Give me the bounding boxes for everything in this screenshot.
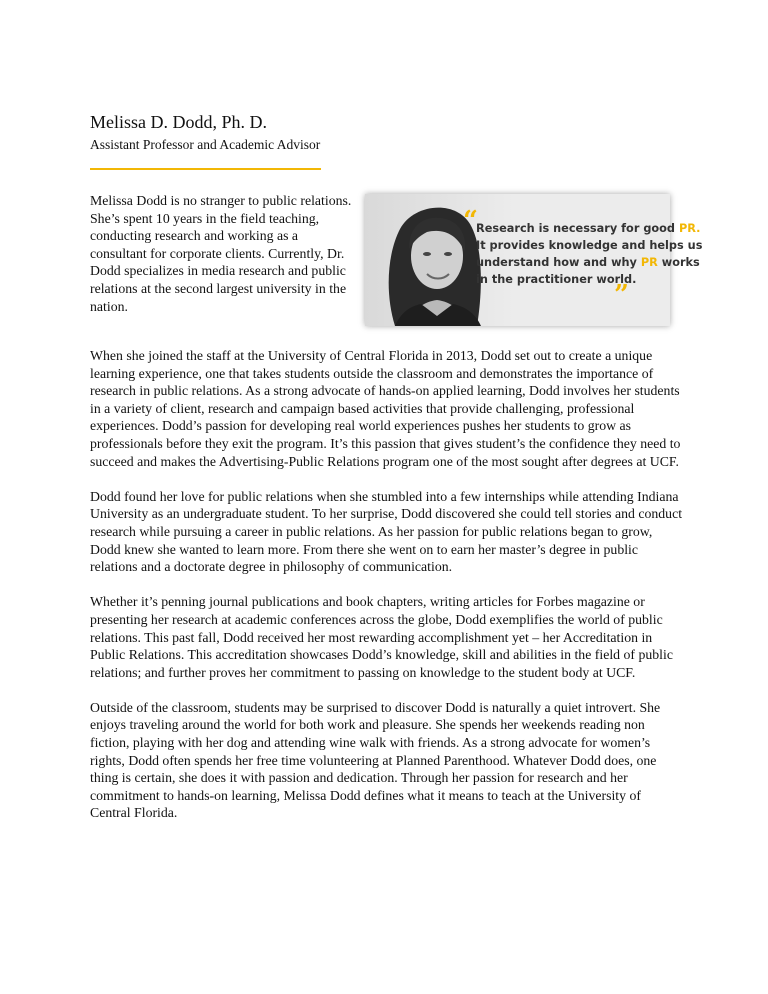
body-text — [90, 347, 684, 840]
intro-paragraph — [90, 192, 352, 315]
page-title: Melissa D. Dodd, Ph. D. — [90, 112, 268, 132]
intro-text: Melissa Dodd is no stranger to public relations. She’s spent 10 years in the field teaching, conducting research and working as a consultant for corporate clients. Currently, Dr. Dodd specializes in media research and public relations at the second largest university in the nation. — [90, 193, 352, 314]
quote-line-3-text: understand how and why — [476, 256, 641, 269]
body-paragraph-3: Whether it’s penning journal publications and book chapters, writing articles for Forbes magazine or presenting her research at academic conferences across the globe, Dodd exemplifies the world of public relations. This past fall, Dodd received her most rewarding accomplishment yet – her Accreditation in Public Relations. This accreditation showcases Dodd’s knowledge, skill and abilities in the field of public relations; and further proves her commitment to passing on knowledge to the student body at UCF. — [90, 594, 673, 680]
quote-pr-highlight-2: PR — [640, 256, 658, 269]
quote-line-2: It provides knowledge and helps us — [476, 239, 703, 252]
open-quote-icon: “ — [463, 206, 478, 236]
page-subtitle: Assistant Professor and Academic Advisor — [90, 137, 321, 152]
quote-pr-highlight: PR. — [678, 222, 701, 235]
quote-line-4: in the practitioner world. — [476, 273, 637, 286]
quote-line-3-end: works — [657, 256, 700, 269]
body-paragraph-4: Outside of the classroom, students may be surprised to discover Dodd is naturally a quiet introvert. She enjoys traveling around the world for both work and pleasure. She spends her weekends reading non fiction, playing with her dog and attending wine walk with friends. As a strong advocate for women’s rights, Dodd often spends her free time volunteering at Planned Parenthood. Whatever Dodd does, one thing is certain, she does it with passion and dedication. Through her passion for research and her commitment to hands-on learning, Melissa Dodd defines what it means to teach at the University of Central Florida. — [90, 699, 661, 821]
title-divider — [90, 168, 321, 170]
pull-quote — [476, 220, 703, 288]
quote-line-3 — [476, 254, 700, 271]
close-quote-icon: ” — [614, 280, 629, 310]
body-paragraph-2: Dodd found her love for public relations when she stumbled into a few internships while attending Indiana University as an undergraduate student. To her surprise, Dodd discovered she could tell stories and conduct research while pursuing a career in public relations. As her passion for public relations began to grow, Dodd knew she wanted to learn more. From there she went on to earn her master’s degree in public relations and a doctorate degree in philosophy of communication. — [90, 488, 683, 575]
quote-line-1-text: Research is necessary for good — [476, 222, 679, 235]
quote-line-1 — [476, 220, 701, 237]
body-paragraph-1: When she joined the staff at the University of Central Florida in 2013, Dodd set out to create a unique learning experience, one that takes students outside the classroom and demonstrates the importance of research in public relations. As a strong advocate of hands-on applied learning, Dodd involves her students in a variety of client, research and campaign based activities that provide challenging, professional experiences. Dodd’s passion for developing real world experiences pushes her students to grow as professionals before they exit the program. It’s this passion that gives student’s the confidence they need to succeed and makes the Advertising-Public Relations program one of the most sought after degrees at UCF. — [90, 348, 681, 469]
